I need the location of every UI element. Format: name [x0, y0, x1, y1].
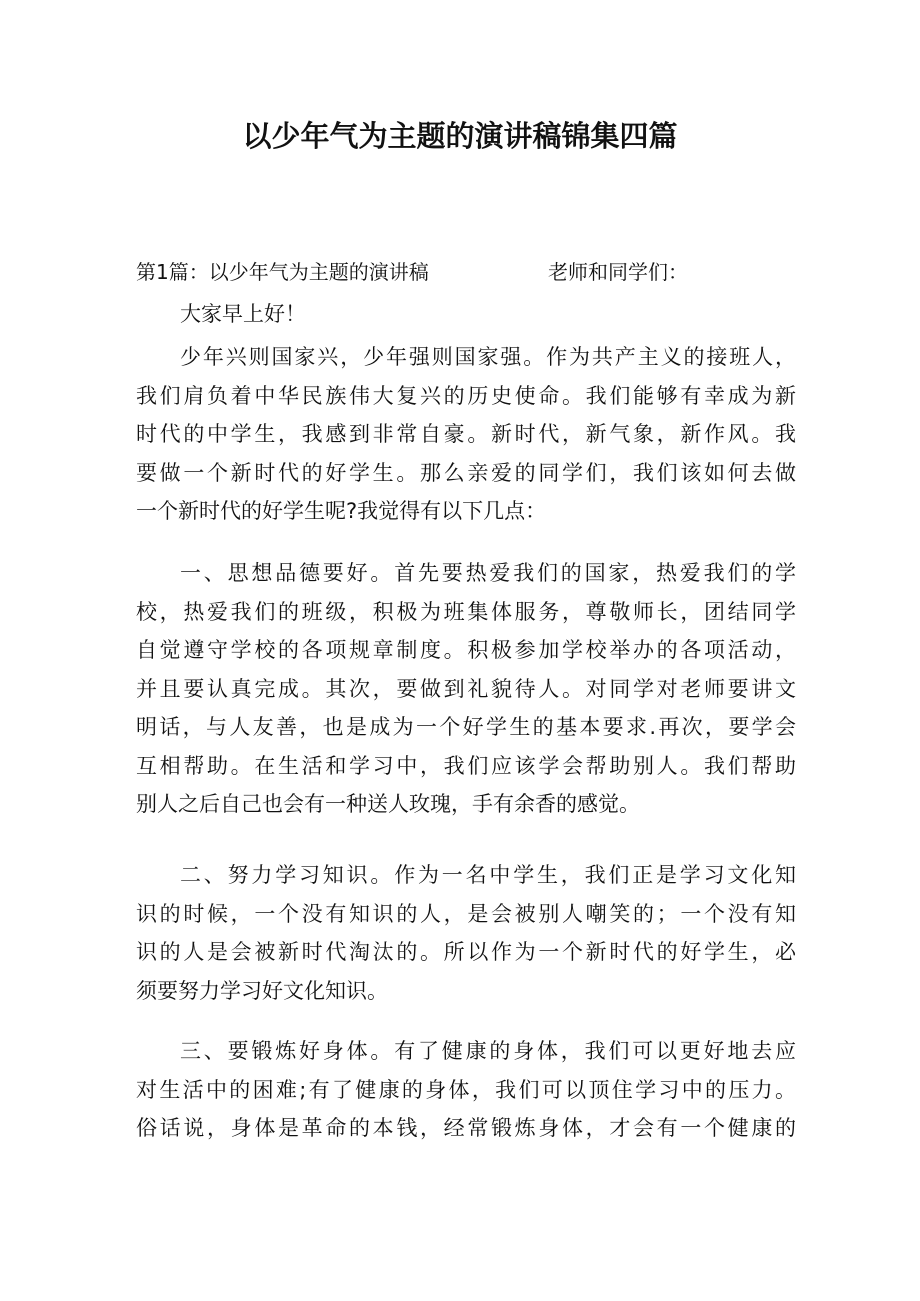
paragraph-line: 我们肩负着中华民族伟大复兴的历史使命。我们能够有幸成为新	[136, 383, 796, 408]
salutation: 老师和同学们：	[548, 260, 688, 284]
paragraph-line: 一个新时代的好学生呢?我觉得有以下几点：	[136, 499, 547, 523]
document-title: 以少年气为主题的演讲稿锦集四篇	[242, 119, 678, 153]
paragraph-line: 对生活中的困难;有了健康的身体，我们可以顶住学习中的压力。	[136, 1077, 796, 1102]
paragraph-1	[136, 338, 796, 531]
section-heading-row	[136, 254, 796, 290]
paragraph-line: 须要努力学习好文化知识。	[136, 978, 388, 1003]
paragraph-line: 互相帮助。在生活和学习中，我们应该学会帮助别人。我们帮助	[136, 753, 796, 778]
paragraph-2	[136, 554, 796, 824]
paragraph-line: 明话，与人友善，也是成为一个好学生的基本要求.再次，要学会	[136, 715, 796, 739]
paragraph-line: 二、努力学习知识。作为一名中学生，我们正是学习文化知	[180, 863, 796, 887]
paragraph-line: 识的人是会被新时代淘汰的。所以作为一个新时代的好学生，必	[136, 940, 796, 964]
section-heading: 第1篇：以少年气为主题的演讲稿	[136, 260, 429, 284]
paragraph-line: 俗话说，身体是革命的本钱，经常锻炼身体，才会有一个健康的	[136, 1116, 796, 1140]
greeting: 大家早上好！	[180, 302, 306, 326]
paragraph-line: 要做一个新时代的好学生。那么亲爱的同学们，我们该如何去做	[136, 460, 796, 485]
paragraph-line: 自觉遵守学校的各项规章制度。积极参加学校举办的各项活动，	[136, 638, 796, 662]
paragraph-line: 一、思想品德要好。首先要热爱我们的国家，热爱我们的学	[180, 561, 796, 585]
paragraph-line: 校，热爱我们的班级，积极为班集体服务，尊敬师长，团结同学	[136, 599, 796, 624]
paragraph-3	[136, 856, 796, 1010]
paragraph-line: 识的时候，一个没有知识的人，是会被别人嘲笑的；一个没有知	[136, 901, 796, 926]
paragraph-line: 别人之后自己也会有一种送人玫瑰，手有余香的感觉。	[136, 792, 640, 816]
paragraph-line: 少年兴则国家兴，少年强则国家强。作为共产主义的接班人，	[180, 345, 796, 369]
paragraph-line: 并且要认真完成。其次，要做到礼貌待人。对同学对老师要讲文	[136, 676, 796, 701]
paragraph-line: 三、要锻炼好身体。有了健康的身体，我们可以更好地去应	[180, 1039, 796, 1063]
paragraph-4	[136, 1032, 796, 1148]
paragraph-line: 时代的中学生，我感到非常自豪。新时代，新气象，新作风。我	[136, 422, 796, 446]
